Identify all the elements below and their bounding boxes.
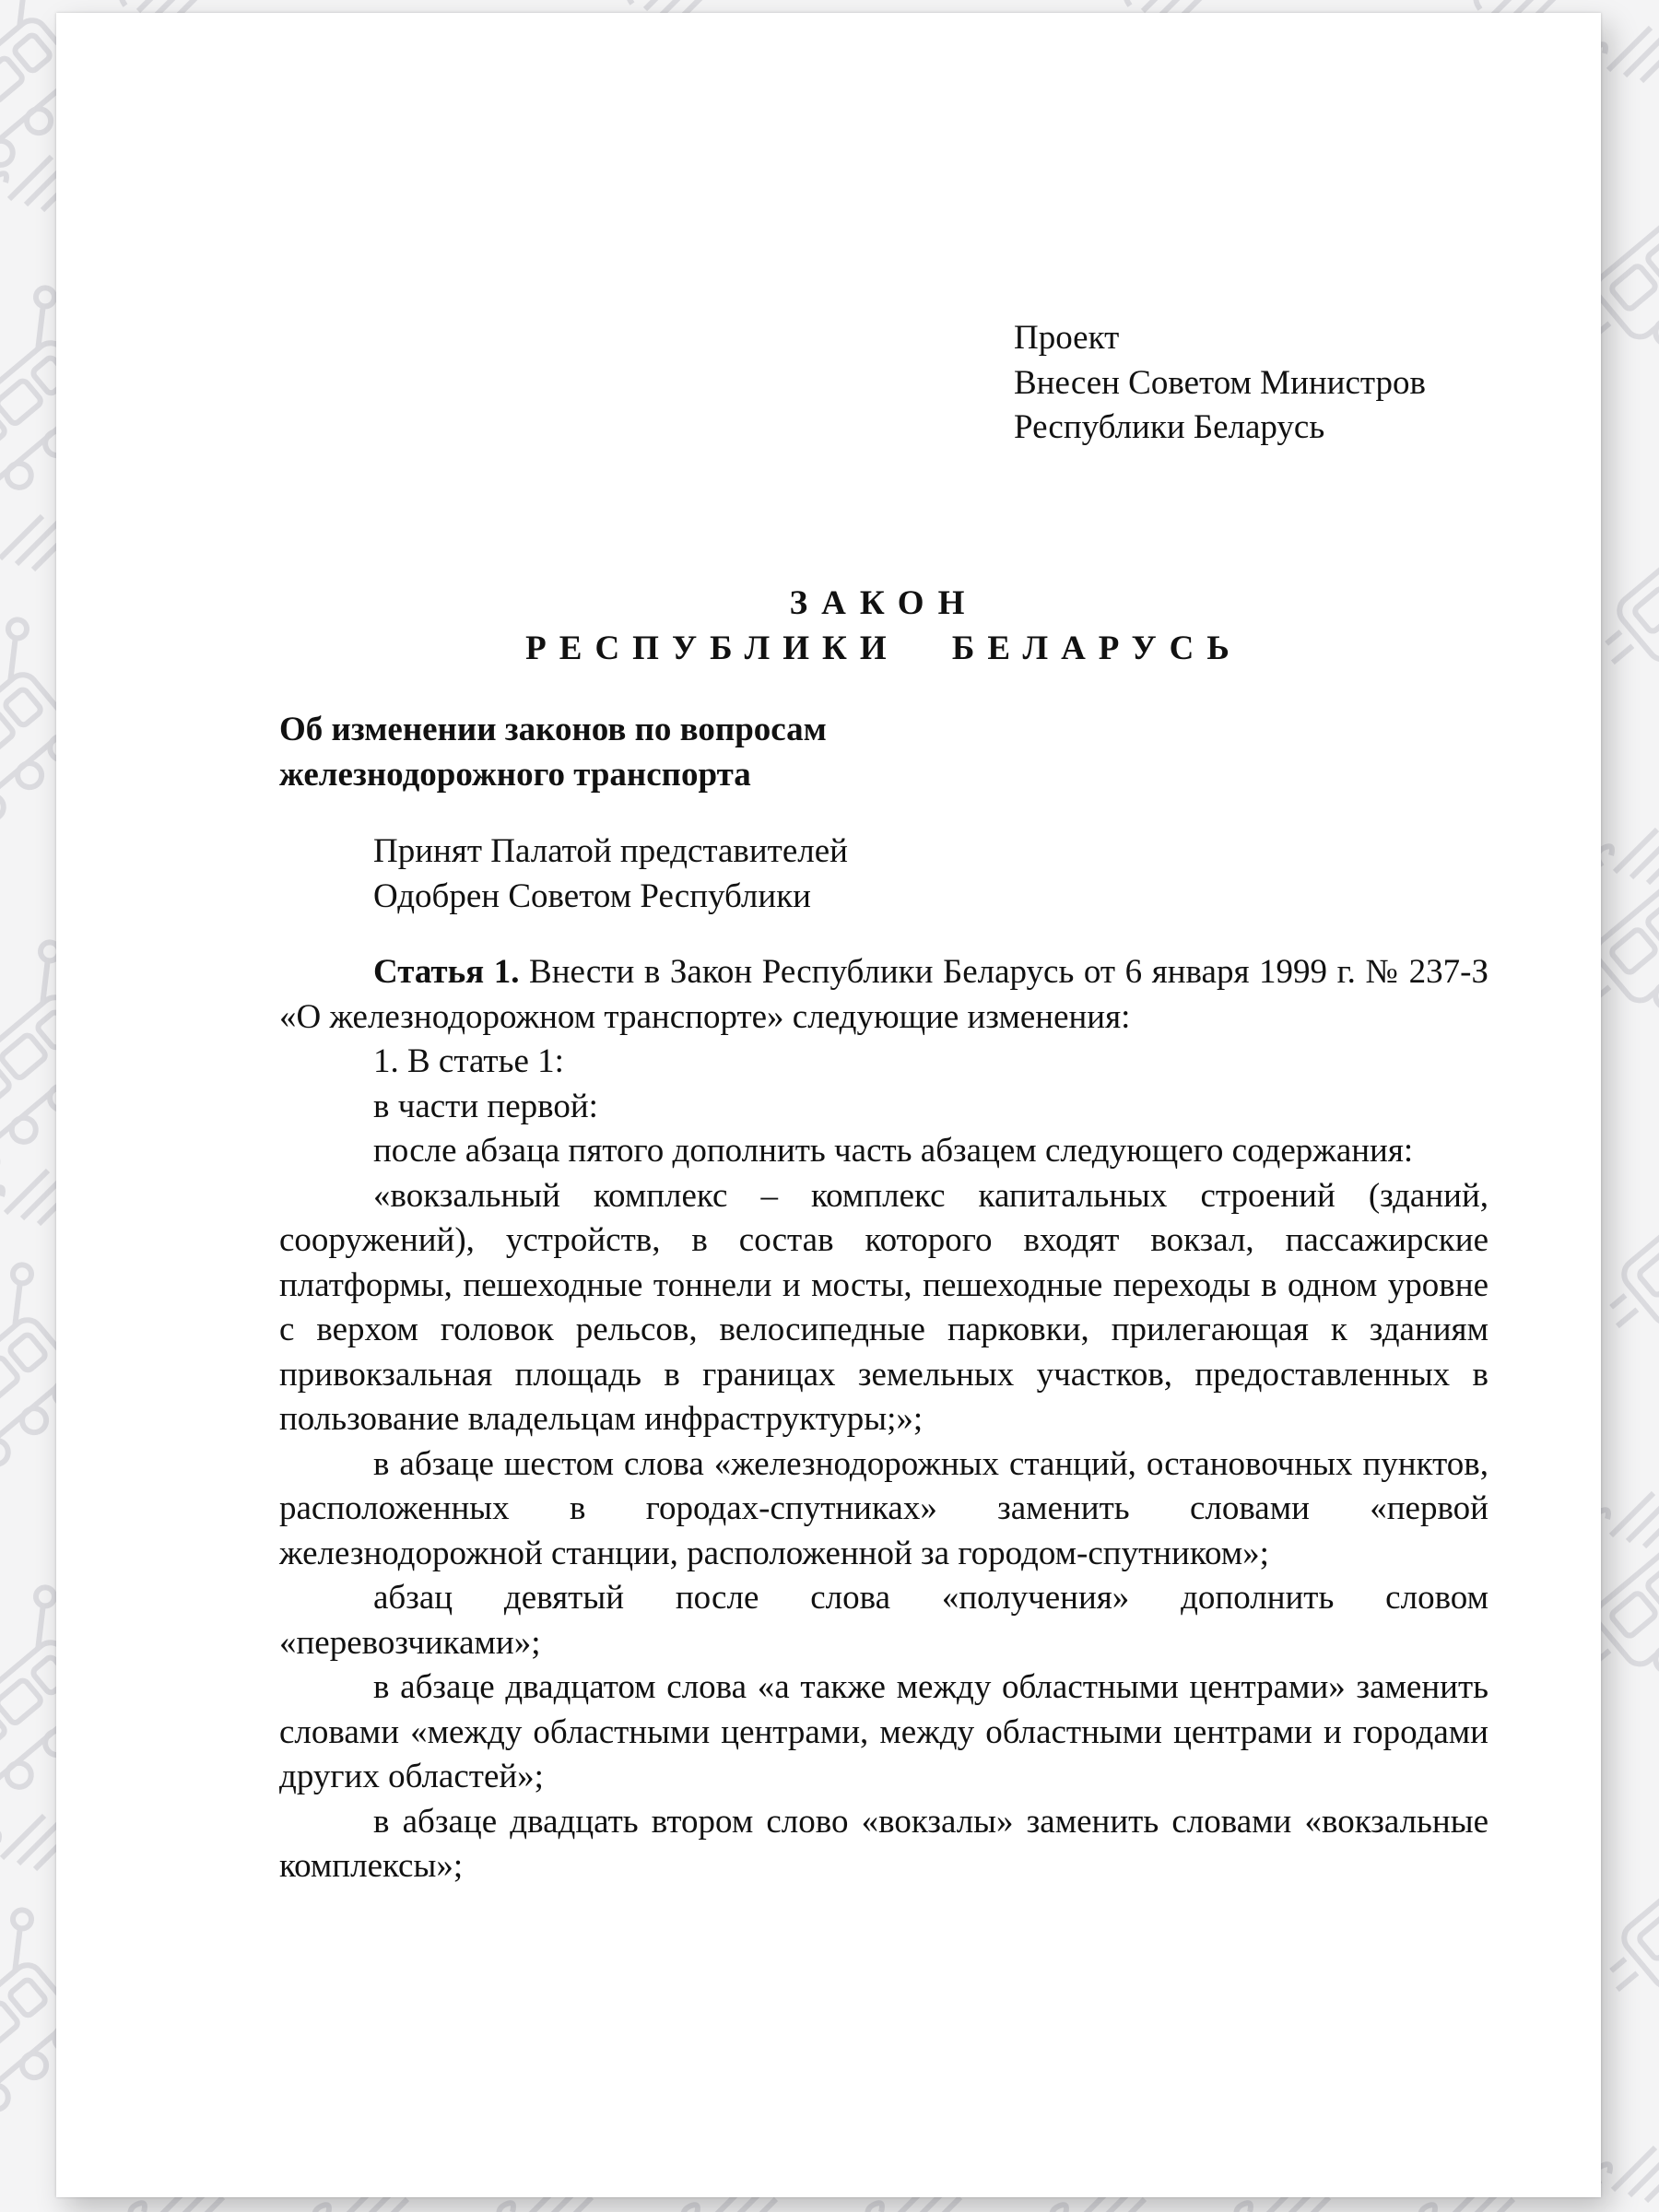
document-page (56, 13, 1601, 2197)
paragraph-text: после абзаца пятого дополнить часть абзацем следующего содержания: (373, 1132, 1414, 1170)
adopted-line: Принят Палатой представителей (373, 832, 848, 870)
law-title (279, 582, 1488, 671)
paragraph-text: «вокзальный комплекс – комплекс капитальных строений (зданий, сооружений), устройств, в состав которого входят вокзал, пассажирские платформы, пешеходные тоннели и мосты, пешеходные переходы в одном уровне с верхом головок рельсов, велосипедные парковки, прилегающая к зданиям привокзальная площадь в границах земельных участков, предоставленных в пользование владельцам инфраструктуры;»; (279, 1176, 1488, 1438)
body-paragraph (279, 1174, 1488, 1442)
body-paragraph (279, 1442, 1488, 1577)
law-subject: Об изменении законов по вопросам железнодорожного транспорта (279, 711, 827, 794)
paragraph-text: в абзаце двадцатом слова «а также между областными центрами» заменить словами «между областными центрами, между областными центрами и городами других областей»; (279, 1668, 1488, 1795)
adoption-block (373, 830, 848, 919)
submitted-by-line2: Республики Беларусь (1014, 408, 1325, 446)
article-1-lead: Статья 1. (373, 953, 520, 991)
body-paragraph (279, 1800, 1488, 1889)
paragraph-text: в абзаце двадцать втором слово «вокзалы» заменить словами «вокзальные комплексы»; (279, 1802, 1488, 1885)
paragraph-text: абзац девятый после слова «получения» дополнить словом «перевозчиками»; (279, 1579, 1488, 1662)
body-paragraph (279, 950, 1488, 1040)
body-paragraph (279, 1129, 1488, 1174)
body-paragraph (279, 1576, 1488, 1665)
draft-label: Проект (1014, 319, 1120, 357)
law-title-line2: РЕСПУБЛИКИ БЕЛАРУСЬ (525, 629, 1242, 667)
body-paragraph (279, 1085, 1488, 1130)
submitted-by-line: Внесен Советом Министров (1014, 363, 1426, 402)
body-paragraph (279, 1040, 1488, 1085)
paragraph-text: в абзаце шестом слова «железнодорожных станций, остановочных пунктов, расположенных в городах-спутниках» заменить словами «первой железнодорожной станции, расположенной за городом-спутником»; (279, 1444, 1488, 1572)
law-body (279, 950, 1488, 1889)
body-paragraph (279, 1665, 1488, 1800)
paragraph-text: 1. В статье 1: (373, 1042, 564, 1080)
draft-header-block (1014, 316, 1426, 451)
paragraph-text: Внести в Закон Республики Беларусь от 6 января 1999 г. № 237-З «О железнодорожном транспорте» следующие изменения: (279, 953, 1488, 1036)
approved-line: Одобрен Советом Республики (373, 877, 811, 915)
law-title-line1: ЗАКОН (789, 584, 979, 622)
paragraph-text: в части первой: (373, 1087, 598, 1125)
